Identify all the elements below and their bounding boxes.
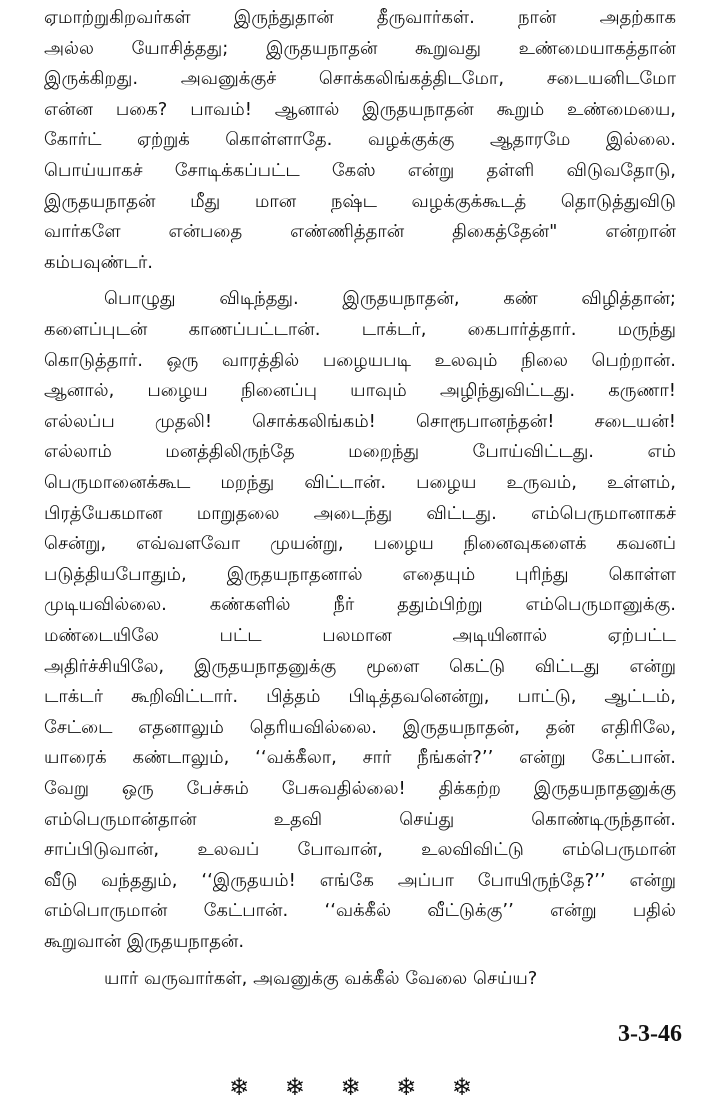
- text-line: கூறுவான் இருதயநாதன்.: [44, 931, 245, 952]
- text-line: சாப்பிடுவான், உலவப் போவான், உலவிவிட்டு எம்பெருமான்: [44, 839, 676, 861]
- text-line: எம்பெருமான்தான் உதவி செய்து கொண்டிருந்தான்.: [44, 808, 676, 830]
- text-line: அல்ல யோசித்தது; இருதயநாதன் கூறுவது உண்மையாகத்தான்: [44, 37, 676, 59]
- text-line: படுத்தியபோதும், இருதயநாதனால் எதையும் புரிந்து கொள்ள: [44, 563, 676, 585]
- text-line: யார் வருவார்கள், அவனுக்கு வக்கீல் வேலை செய்ய?: [104, 967, 538, 989]
- text-line: பெருமானைக்கூட மறந்து விட்டான். பழைய உருவம், உள்ளம்,: [44, 472, 676, 493]
- text-line: வேறு ஒரு பேச்சும் பேசுவதில்லை! திக்கற்ற இருதயநாதனுக்கு: [44, 778, 676, 799]
- text-line: பிரத்யேகமான மாறுதலை அடைந்து விட்டது. எம்பெருமானாகச்: [44, 502, 676, 524]
- text-line: அதிர்ச்சியிலே, இருதயநாதனுக்கு மூளை கெட்டு விட்டது என்று: [44, 655, 676, 677]
- text-line: எம்பொருமான் கேட்பான். ‘‘வக்கீல் வீட்டுக்கு’’ என்று பதில்: [44, 900, 676, 922]
- text-line: ஆனால், பழைய நினைப்பு யாவும் அழிந்துவிட்டது. கருணா!: [44, 380, 676, 402]
- text-line: வார்களே என்பதை எண்ணித்தான் திகைத்தேன்" என்றான்: [44, 221, 676, 243]
- text-line: கோர்ட் ஏற்றுக் கொள்ளாதே. வழக்குக்கு ஆதாரமே இல்லை.: [44, 129, 676, 151]
- text-line: டாக்டர் கூறிவிட்டார். பித்தம் பிடித்தவனென்று, பாட்டு, ஆட்டம்,: [44, 686, 676, 708]
- text-line: யாரைக் கண்டாலும், ‘‘வக்கீலா, சார் நீங்கள்?’’ என்று கேட்பான்.: [44, 747, 676, 769]
- date-stamp: 3-3-46: [618, 1020, 682, 1047]
- text-line: கம்பவுண்டர்.: [44, 251, 153, 273]
- text-line: வீடு வந்ததும், ‘‘இருதயம்! எங்கே அப்பா போயிருந்தே?’’ என்று: [44, 869, 676, 891]
- text-line: கொடுத்தார். ஒரு வாரத்தில் பழையபடி உலவும் நிலை பெற்றான்.: [44, 349, 676, 371]
- text-line: என்ன பகை? பாவம்! ஆனால் இருதயநாதன் கூறும் உண்மையை,: [44, 98, 676, 120]
- text-line: முடியவில்லை. கண்களில் நீர் ததும்பிற்று எம்பெருமானுக்கு.: [44, 594, 676, 616]
- text-line: பொழுது விடிந்தது. இருதயநாதன், கண் விழித்தான்;: [104, 288, 676, 310]
- text-line: இருதயநாதன் மீது மான நஷ்ட வழக்குக்கூடத் தொடுத்துவிடு: [44, 190, 676, 212]
- text-line: எல்லப்ப முதலி! சொக்கலிங்கம்! சொரூபானந்தன்! சடையன்!: [44, 410, 676, 432]
- text-line: இருக்கிறது. அவனுக்குச் சொக்கலிங்கத்திடமோ, சடையனிடமோ: [44, 68, 676, 90]
- section-separator: ❄ ❄ ❄ ❄ ❄: [228, 1072, 487, 1101]
- text-line: ஏமாற்றுகிறவர்கள் இருந்துதான் தீருவார்கள். நான் அதற்காக: [44, 7, 676, 28]
- text-line: களைப்புடன் காணப்பட்டான். டாக்டர், கைபார்த்தார். மருந்து: [44, 319, 676, 340]
- text-line: பொய்யாகச் சோடிக்கப்பட்ட கேஸ் என்று தள்ளி விடுவதோடு,: [44, 160, 676, 181]
- text-line: மண்டையிலே பட்ட பலமான அடியினால் ஏற்பட்ட: [44, 625, 676, 646]
- text-line: சேட்டை எதனாலும் தெரியவில்லை. இருதயநாதன், தன் எதிரிலே,: [44, 716, 676, 738]
- text-line: சென்று, எவ்வளவோ முயன்று, பழைய நினைவுகளைக் கவனப்: [44, 533, 676, 555]
- text-line: எல்லாம் மனத்திலிருந்தே மறைந்து போய்விட்டது. எம்: [44, 441, 676, 463]
